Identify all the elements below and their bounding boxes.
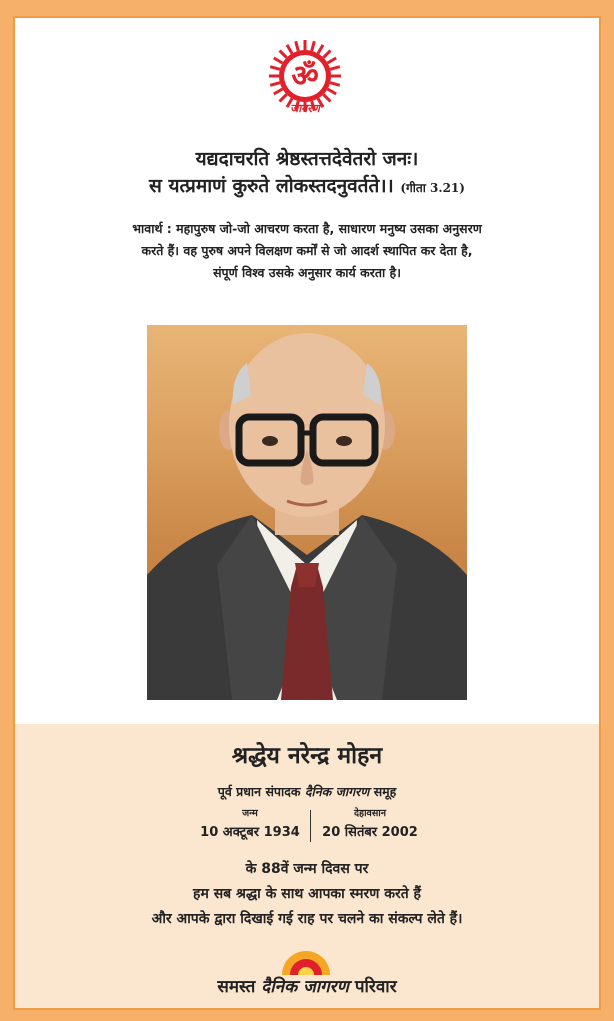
death-date: 20 सितंबर 2002 bbox=[322, 825, 418, 840]
birth-date: 10 अक्टूबर 1934 bbox=[200, 825, 300, 840]
tribute-line-1: के 88वें जन्म दिवस पर bbox=[245, 861, 369, 877]
logo-caption: जागरण bbox=[290, 102, 320, 115]
tribute-line-3: और आपके द्वारा दिखाई गई राह पर चलने का संकल्प लेते हैं। bbox=[151, 911, 463, 927]
meaning-line-3: संपूर्ण विश्व उसके अनुसार कार्य करता है। bbox=[213, 265, 401, 280]
sun-ray bbox=[270, 83, 280, 86]
footer-brand: दैनिक जागरण bbox=[261, 977, 349, 997]
sun-ray bbox=[280, 94, 287, 101]
tribute-message bbox=[0, 857, 614, 932]
sun-ray bbox=[318, 45, 323, 54]
designation-brand: दैनिक जागरण bbox=[304, 784, 370, 799]
life-dates bbox=[190, 806, 430, 846]
om-symbol: ॐ bbox=[291, 59, 319, 94]
meaning-line-2: करते हैं। वह पुरुष अपने विलक्षण कर्मों से जो आदर्श स्थापित कर देता है, bbox=[141, 243, 473, 258]
portrait-photo bbox=[147, 325, 467, 700]
sun-ray bbox=[328, 89, 337, 94]
death-date-block bbox=[310, 806, 430, 840]
sun-ray bbox=[280, 51, 287, 58]
shloka-line-1: यद्यदाचरति श्रेष्ठस्तत्तदेवेतरो जनः। bbox=[195, 148, 419, 170]
sun-ray bbox=[274, 89, 283, 94]
tribute-line-2: हम सब श्रद्धा के साथ आपका स्मरण करते हैं bbox=[193, 886, 421, 902]
sun-ray bbox=[328, 58, 337, 63]
sun-ray bbox=[330, 83, 340, 86]
footer-suffix: परिवार bbox=[354, 977, 397, 997]
person-name: श्रद्धेय नरेन्द्र मोहन bbox=[231, 742, 383, 769]
birth-date-block bbox=[190, 806, 310, 840]
om-sun-logo bbox=[259, 32, 351, 124]
meaning-line-1: भावार्थ : महापुरुष जो-जो आचरण करता है, साधारण मनुष्य उसका अनुसरण bbox=[132, 221, 482, 236]
footer-signature bbox=[0, 974, 614, 997]
gita-shloka bbox=[0, 146, 614, 202]
designation-prefix: पूर्व प्रधान संपादक bbox=[217, 784, 301, 799]
shloka-reference: (गीता 3.21) bbox=[400, 181, 465, 195]
sun-ray bbox=[330, 67, 340, 70]
birth-label: जन्म bbox=[242, 808, 258, 819]
person-designation bbox=[0, 783, 614, 800]
sun-ray bbox=[296, 41, 299, 51]
sun-ray bbox=[312, 41, 315, 51]
death-label: देहावसान bbox=[354, 808, 386, 819]
sun-ray bbox=[274, 58, 283, 63]
sun-ray bbox=[323, 51, 330, 58]
designation-suffix: समूह bbox=[373, 784, 397, 799]
shloka-line-2: स यत्प्रमाणं कुरुते लोकस्तदनुवर्तते।। bbox=[149, 175, 394, 197]
sun-ray bbox=[323, 94, 330, 101]
sunrise-logo-icon bbox=[280, 947, 332, 975]
portrait-illustration bbox=[147, 325, 467, 700]
sun-ray bbox=[270, 67, 280, 70]
sun-ray bbox=[287, 45, 292, 54]
shloka-meaning bbox=[40, 218, 574, 284]
footer-prefix: समस्त bbox=[217, 977, 256, 997]
